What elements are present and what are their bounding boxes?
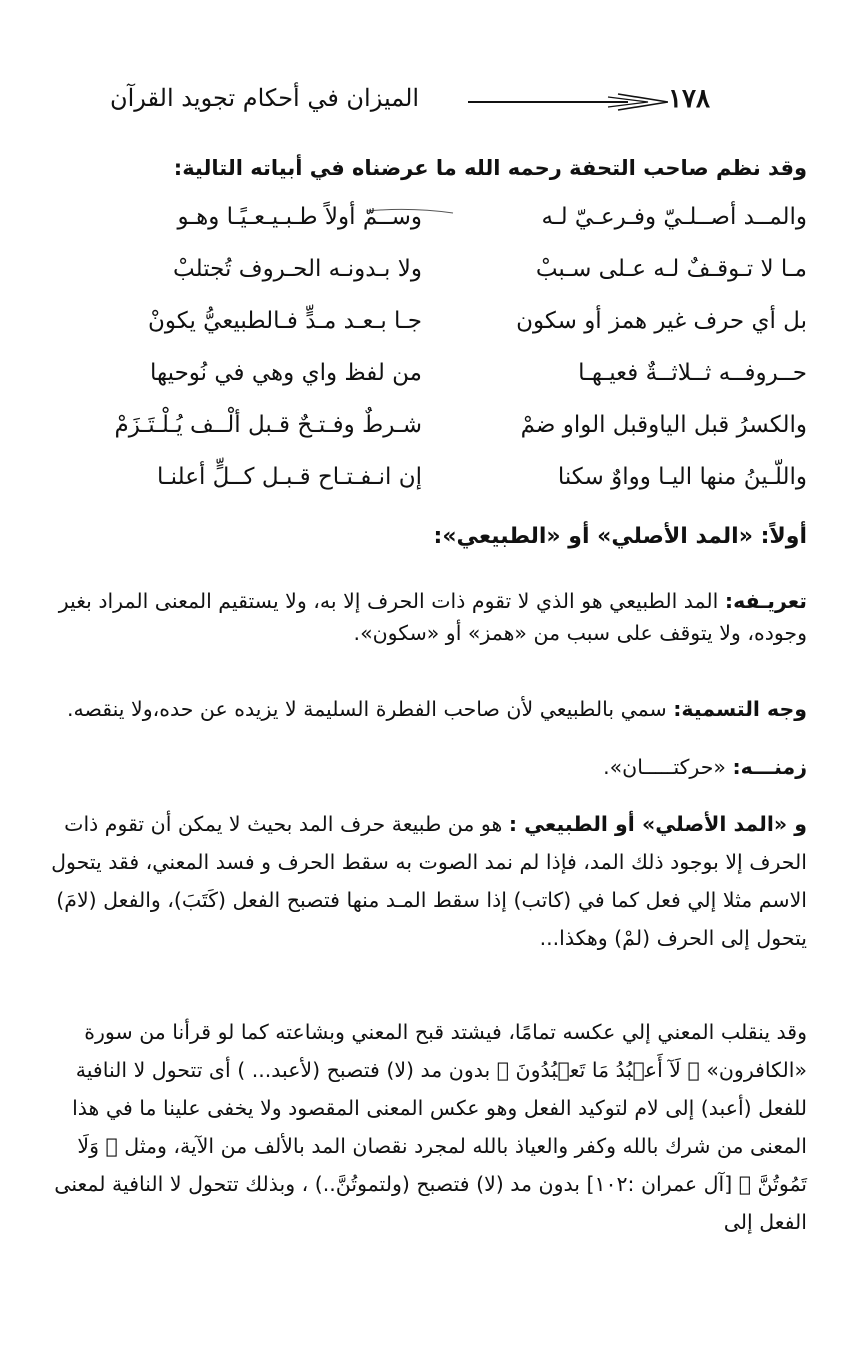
verse-second-hemistich: شـرطٌ وفـتـحٌ قـبل ألْــف يُـلْـتَـزَمْ bbox=[114, 412, 422, 438]
poem-verse bbox=[42, 308, 807, 360]
poem-verse bbox=[42, 204, 807, 256]
verse-first-hemistich: حــروفــه ثــلاثــةٌ فعيـهـا bbox=[578, 360, 807, 386]
naming-paragraph bbox=[42, 694, 807, 726]
intro-line: وقد نظم صاحب التحفة رحمه الله ما عرضناه في أبياته التالية: bbox=[173, 156, 807, 180]
page-header bbox=[110, 84, 710, 124]
verse-second-hemistich: ولا بـدونـه الحـروف تُجتلبْ bbox=[173, 256, 422, 282]
section-heading: أولاً: «المد الأصلي» أو «الطبيعي»: bbox=[433, 524, 807, 549]
definition-text: المد الطبيعي هو الذي لا تقوم ذات الحرف إلا به، ولا يستقيم المعنى المراد بغير وجوده، ولا يتوقف على سبب من «همز» أو «سكون». bbox=[58, 589, 807, 645]
poem-verse bbox=[42, 360, 807, 412]
closing-paragraph: وقد ينقلب المعني إلي عكسه تمامًا، فيشتد قبح المعني وبشاعته كما لو قرأنا من سورة «الكافرون» ﴿ لَآ أَعۡبُدُ مَا تَعۡبُدُونَ ﴾ بدون مد (لا) فتصبح (لأعبد... ) أى تتحول لا النافية للفعل (أعبد) إلى لام لتوكيد الفعل وهو عكس المعنى المقصود ولا يخفى علينا ما في هذا المعنى من شرك بالله وكفر والعياذ بالله لمجرد نقصان المد بالألف من الآية، ومثل ﴿ وَلَا تَمُوتُنَّ ﴾ [آل عمران :١٠٢] بدون مد (لا) فتصبح (ولتموتُنَّ..) ، وبذلك تتحول لا النافية لمعنى الفعل إلى bbox=[54, 1020, 807, 1234]
verse-first-hemistich: والكسرُ قبل الياوقبل الواو ضمْ bbox=[520, 412, 807, 438]
verse-first-hemistich: والمــد أصــلـيّ وفـرعـيّ لـه bbox=[541, 204, 807, 230]
poem-verse bbox=[42, 412, 807, 464]
duration-text: «حركتـــــان». bbox=[603, 755, 726, 779]
verse-second-hemistich: وســمّ أولاً طـبـيـعـيًـا وهـو bbox=[177, 204, 422, 230]
madd-text: هو من طبيعة حرف المد بحيث لا يمكن أن تقوم ذات الحرف إلا بوجود ذلك المد، فإذا لم نمد الصوت به سقط الحرف و فسد المعني، فقد يتحول الاسم مثلا إلي فعل كما في (كاتب) إذا سقط المـد منها فتصبح الفعل (كَتَبَ)، والفعل (لامَ) يتحول إلى الحرف (لمْ) وهكذا... bbox=[51, 812, 807, 950]
definition-label: تعريـفه: bbox=[724, 589, 807, 613]
verse-second-hemistich: جـا بـعـد مـدٍّ فـالطبيعيُّ يكونْ bbox=[147, 308, 422, 334]
verse-first-hemistich: واللّـينُ منها اليـا وواوٌ سكنا bbox=[557, 464, 807, 490]
header-ornament-rule bbox=[468, 90, 668, 114]
verse-first-hemistich: مـا لا تـوقـفٌ لـه عـلى سـببْ bbox=[535, 256, 807, 282]
poem-verse bbox=[42, 256, 807, 308]
page-number: ١٧٨ bbox=[668, 84, 710, 114]
verse-first-hemistich: بل أي حرف غير همز أو سكون bbox=[516, 308, 807, 334]
verse-second-hemistich: إن انـفـتـاح قـبـل كــلٍّ أعلنـا bbox=[156, 464, 422, 490]
definition-paragraph bbox=[42, 586, 807, 650]
naming-text: سمي بالطبيعي لأن صاحب الفطرة السليمة لا يزيده عن حده،ولا ينقصه. bbox=[66, 697, 667, 721]
poem-verse bbox=[42, 464, 807, 516]
madd-paragraph bbox=[42, 806, 807, 958]
book-title: الميزان في أحكام تجويد القرآن bbox=[110, 84, 420, 112]
duration-label: زمنـــه: bbox=[732, 755, 807, 779]
madd-label: و «المد الأصلي» أو الطبيعي : bbox=[508, 812, 807, 836]
duration-paragraph bbox=[42, 752, 807, 784]
poem bbox=[42, 204, 807, 516]
verse-second-hemistich: من لفظ واي وهي في نُوحيها bbox=[150, 360, 422, 386]
naming-label: وجه التسمية: bbox=[673, 697, 807, 721]
